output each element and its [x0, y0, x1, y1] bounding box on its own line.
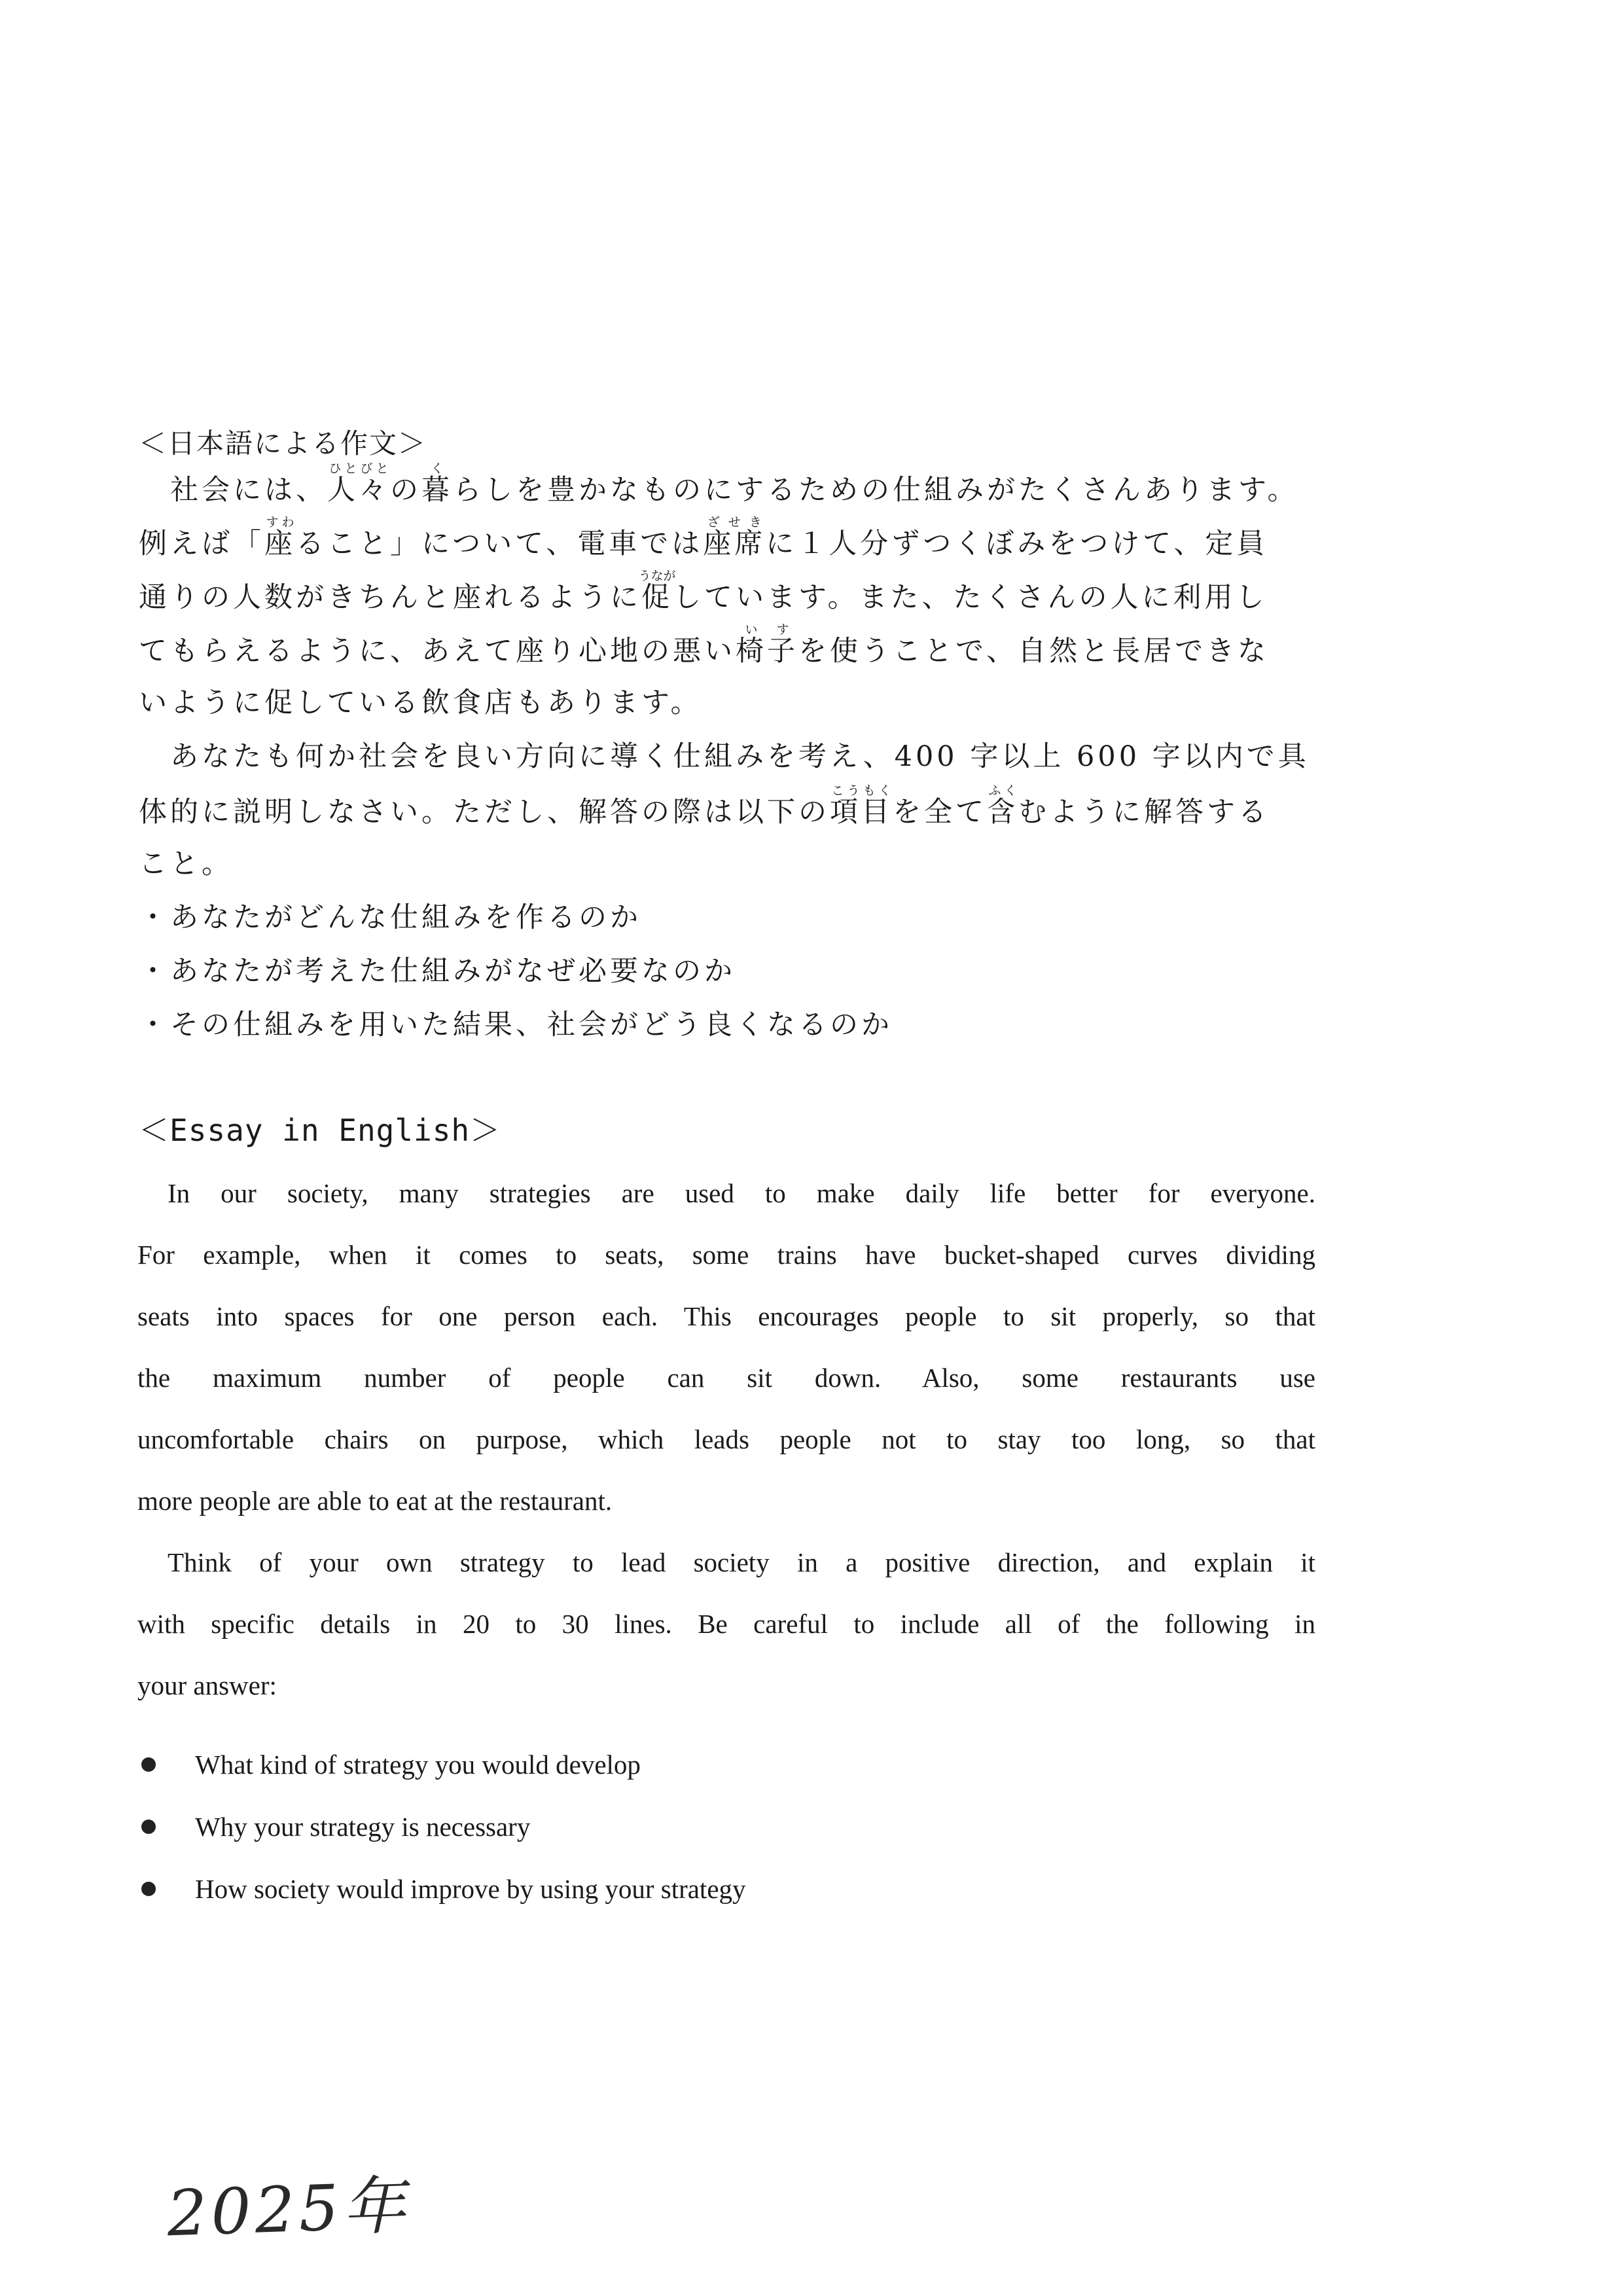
english-line-7: Think of your own strategy to lead society in a positive direction, and explain it — [168, 1547, 1315, 1577]
ruby-hitobito — [327, 461, 390, 507]
ruby-unaga — [638, 569, 676, 614]
english-line-5: uncomfortable chairs on purpose, which leads people not to stay too long, so that — [137, 1424, 1315, 1454]
ruby-reading: いす — [736, 622, 798, 637]
ruby-base: 暮 — [421, 474, 453, 507]
english-prompt — [137, 1170, 1315, 1724]
japanese-prompt — [139, 461, 1317, 1052]
ruby-base: 促 — [638, 581, 676, 614]
text-segment: の — [390, 474, 421, 507]
english-line-2: For example, when it comes to seats, some trains have bucket-shaped curves dividing — [137, 1240, 1315, 1270]
english-bullet-2 — [139, 1795, 746, 1857]
english-line-3: seats into spaces for one person each. This encourages people to sit properly, so that — [137, 1301, 1315, 1331]
japanese-line-6: あなたも何か社会を良い方向に導く仕組みを考え、400 字以上 600 字以内で具 — [139, 740, 1310, 773]
ruby-reading: こうもく — [830, 783, 893, 798]
ruby-fuku — [987, 783, 1018, 829]
japanese-line-2 — [139, 515, 1317, 569]
english-line-8: with specific details in 20 to 30 lines. Be careful to include all of the following in — [137, 1609, 1315, 1639]
ruby-zaseki — [703, 515, 766, 560]
english-line-1: In our society, many strategies are used to make daily life better for everyone. — [168, 1178, 1315, 1208]
text-segment: 社会には、 — [139, 474, 327, 507]
ruby-reading: うなが — [638, 569, 676, 583]
bullet-text: How society would improve by using your strategy — [195, 1873, 746, 1904]
text-segment: 通りの人数がきちんと座れるように — [139, 581, 641, 614]
english-line-9: your answer: — [137, 1670, 277, 1700]
japanese-bullet-3: ・その仕組みを用いた結果、社会がどう良くなるのか — [139, 1009, 893, 1041]
ruby-base: 含 — [987, 796, 1018, 829]
text-segment: てもらえるように、あえて座り心地の悪い — [139, 635, 736, 668]
text-segment: を全て — [893, 796, 987, 829]
english-bullet-1 — [139, 1733, 746, 1795]
english-section-heading: ＜Essay in English＞ — [139, 1113, 501, 1148]
bullet-text: What kind of strategy you would develop — [195, 1749, 641, 1780]
japanese-line-7 — [139, 783, 1317, 837]
japanese-line-4 — [139, 622, 1317, 676]
text-segment: むように解答する — [1018, 796, 1270, 829]
ruby-koumoku — [830, 783, 893, 829]
ruby-base: 座席 — [703, 528, 766, 560]
ruby-reading: ざせき — [703, 515, 766, 529]
ruby-reading: く — [421, 461, 453, 476]
text-segment: しています。また、たくさんの人に利用し — [673, 581, 1268, 614]
english-bullet-3 — [139, 1857, 746, 1920]
bullet-dot-icon — [141, 1882, 156, 1896]
japanese-line-5: いように促している飲食店もあります。 — [139, 687, 702, 719]
bullet-text: Why your strategy is necessary — [195, 1811, 531, 1842]
handwritten-year-note: 2025年 — [166, 2168, 411, 2251]
bullet-dot-icon — [141, 1820, 156, 1834]
bullet-dot-icon — [141, 1757, 156, 1772]
ruby-reading: ふく — [987, 783, 1018, 798]
text-segment: らしを豊かなものにするための仕組みがたくさんあります。 — [453, 474, 1299, 507]
text-segment: 例えば「 — [139, 528, 264, 560]
japanese-line-8: こと。 — [139, 848, 233, 880]
ruby-base: 座 — [264, 528, 296, 560]
english-line-4: the maximum number of people can sit down. Also, some restaurants use — [137, 1363, 1315, 1393]
ruby-reading: ひとびと — [327, 461, 390, 476]
ruby-reading: すわ — [264, 515, 296, 529]
japanese-line-1 — [139, 461, 1317, 515]
japanese-bullet-2: ・あなたが考えた仕組みがなぜ必要なのか — [139, 955, 736, 988]
japanese-bullet-1: ・あなたがどんな仕組みを作るのか — [139, 901, 641, 934]
text-segment: に１人分ずつくぼみをつけて、定員 — [766, 528, 1268, 560]
ruby-isu — [736, 622, 798, 668]
japanese-line-3 — [139, 569, 1317, 622]
text-segment: ること」について、電車では — [296, 528, 704, 560]
text-segment: を使うことで、自然と長居できな — [798, 635, 1270, 668]
japanese-section-heading: ＜日本語による作文＞ — [139, 427, 427, 459]
ruby-base: 椅子 — [736, 635, 798, 668]
ruby-base: 項目 — [830, 796, 893, 829]
english-line-6: more people are able to eat at the restaurant. — [137, 1486, 613, 1516]
ruby-ku — [421, 461, 453, 507]
text-segment: 体的に説明しなさい。ただし、解答の際は以下の — [139, 796, 830, 829]
english-bullet-list — [139, 1733, 746, 1920]
ruby-base: 人々 — [327, 474, 390, 507]
ruby-suwa — [264, 515, 296, 560]
